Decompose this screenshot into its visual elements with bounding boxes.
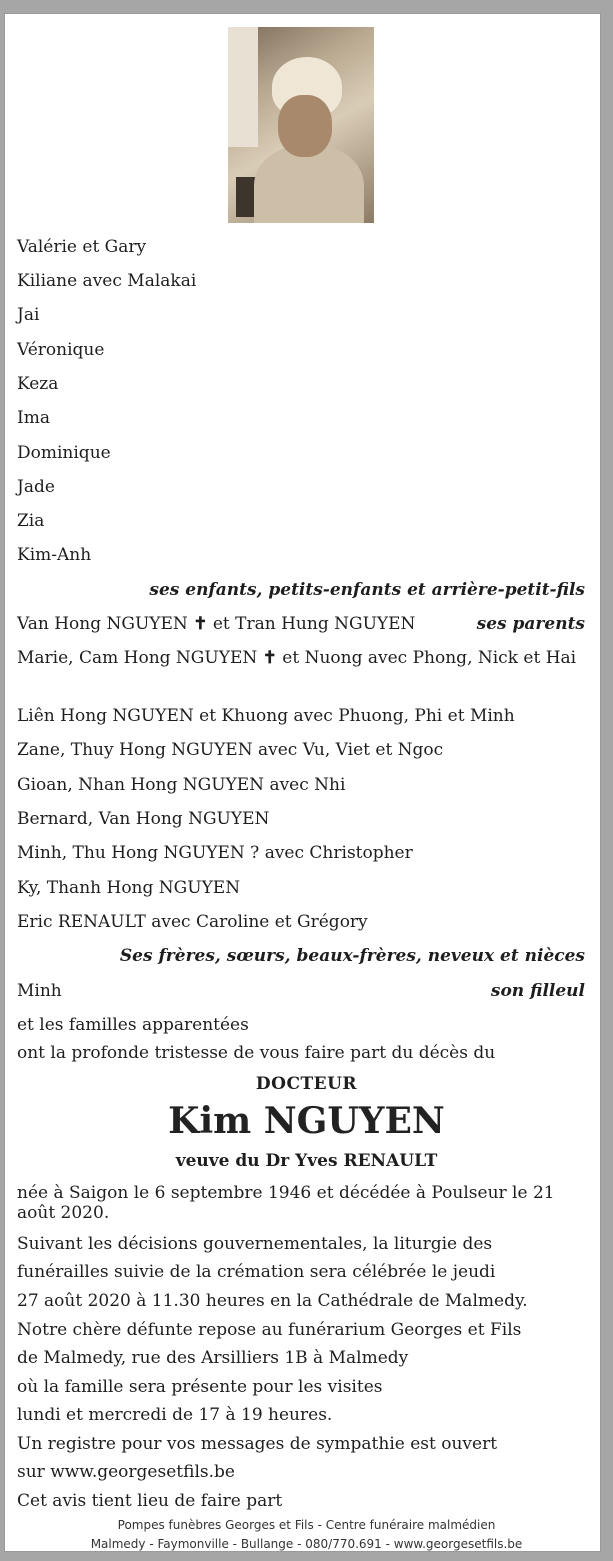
sibling-line: Zane, Thuy Hong NGUYEN avec Vu, Viet et Ngoc — [17, 740, 444, 760]
details-line: Cet avis tient lieu de faire part — [17, 1491, 283, 1511]
cross-icon: ✝ — [262, 648, 277, 668]
child-line: Jai — [17, 305, 40, 325]
children-label: ses enfants, petits-enfants et arrière-petit-fils — [149, 580, 585, 600]
sibling-line: Liên Hong NGUYEN et Khuong avec Phuong, Phi et Minh — [17, 706, 515, 726]
parents-line — [17, 614, 415, 634]
intro-line: ont la profonde tristesse de vous faire part du décès du — [17, 1043, 496, 1063]
details-line: de Malmedy, rue des Arsilliers 1B à Malmedy — [17, 1348, 409, 1368]
sibling-family: et Nuong avec Phong, Nick et Hai — [282, 648, 577, 668]
sibling-line: Bernard, Van Hong NGUYEN — [17, 809, 270, 829]
child-line: Kiliane avec Malakai — [17, 271, 197, 291]
sibling-line — [17, 648, 577, 668]
child-line: Keza — [17, 374, 59, 394]
child-line: Kim-Anh — [17, 545, 92, 565]
child-line: Valérie et Gary — [17, 237, 147, 257]
child-line: Dominique — [17, 443, 111, 463]
details-line: Notre chère défunte repose au funérarium Georges et Fils — [17, 1320, 522, 1340]
deceased-title: DOCTEUR — [255, 1074, 358, 1094]
sibling-line: Eric RENAULT avec Caroline et Grégory — [17, 912, 368, 932]
parents-label: ses parents — [476, 614, 585, 634]
sibling-name: Marie, Cam Hong NGUYEN — [17, 648, 258, 668]
child-line: Zia — [17, 511, 45, 531]
cross-icon: ✝ — [193, 614, 208, 634]
details-line: 27 août 2020 à 11.30 heures en la Cathédrale de Malmedy. — [17, 1291, 528, 1311]
details-line: où la famille sera présente pour les visites — [17, 1377, 383, 1397]
mother-name: et Tran Hung NGUYEN — [212, 614, 416, 634]
godson-label: son filleul — [490, 981, 585, 1001]
godson-name: Minh — [17, 981, 62, 1001]
child-line: Ima — [17, 408, 50, 428]
website-line: sur www.georgesetfils.be — [17, 1462, 235, 1482]
footer-line: Pompes funèbres Georges et Fils - Centre funéraire malmédien — [117, 1518, 496, 1532]
details-line: Suivant les décisions gouvernementales, la liturgie des — [17, 1234, 493, 1254]
footer-line: Malmedy - Faymonville - Bullange - 080/770.691 - www.georgesetfils.be — [90, 1537, 523, 1551]
sibling-line: Gioan, Nhan Hong NGUYEN avec Nhi — [17, 775, 346, 795]
siblings-label: Ses frères, sœurs, beaux-frères, neveux et nièces — [119, 946, 585, 966]
details-line: funérailles suivie de la crémation sera célébrée le jeudi — [17, 1262, 496, 1282]
child-line: Véronique — [17, 340, 105, 360]
details-line: lundi et mercredi de 17 à 19 heures. — [17, 1405, 333, 1425]
sibling-line: Ky, Thanh Hong NGUYEN — [17, 878, 241, 898]
widow-of: veuve du Dr Yves RENAULT — [175, 1151, 438, 1171]
details-line: Un registre pour vos messages de sympathie est ouvert — [17, 1434, 498, 1454]
sibling-line: Minh, Thu Hong NGUYEN ? avec Christopher — [17, 843, 413, 863]
father-name: Van Hong NGUYEN — [17, 614, 188, 634]
deceased-name: Kim NGUYEN — [168, 1100, 445, 1142]
intro-line: et les familles apparentées — [17, 1015, 249, 1035]
child-line: Jade — [17, 477, 55, 497]
portrait-photo-front — [228, 27, 374, 223]
birth-death: née à Saigon le 6 septembre 1946 et décédée à Poulseur le 21 août 2020. — [17, 1183, 555, 1223]
